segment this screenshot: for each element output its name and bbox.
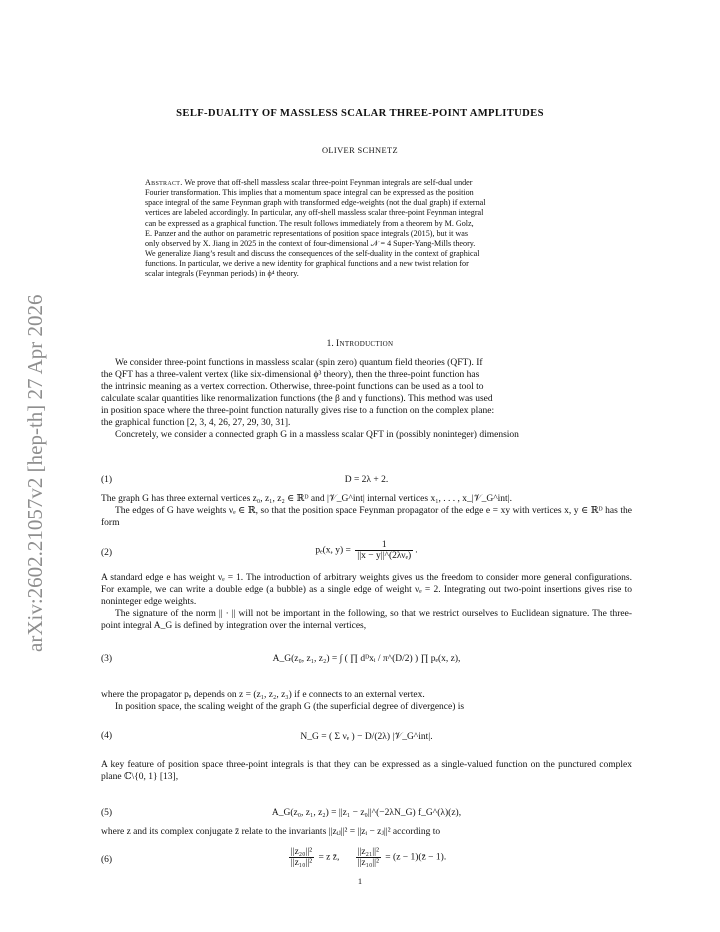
fraction: $\frac{1}{\text{||x − y||\textasciicircum{}(2λνₑ)}}$ (357, 540, 412, 561)
abstract-line: only observed by X. Jiang in 2025 in the context of four-dimensional 𝒩 = 4 Super-Yang-Mills theory. (145, 238, 476, 248)
paragraph-key-feature: A key feature of position space three-point integrals is that they can be expressed as a single-valued function on the punctured complex plane ℂ\{0, 1} [13], (101, 760, 632, 782)
page-number: 1 (357, 876, 363, 886)
equation-number: (5) (101, 808, 113, 818)
paragraph-propagator: where the propagator pₑ depends on z = (z₁, z₂, z₃) if e connects to an external vertex. In position space, the scaling weight of the graph G (the superficial degree of divergence) is (101, 690, 465, 712)
paper-author: OLIVER SCHNETZ (321, 146, 399, 155)
equation-number: (2) (101, 548, 113, 558)
equation-expression: A_G(z₀, z₁, z₂) = ||z₁ − z₀||^(−2λN_G) f_G^(λ)(z), (271, 808, 462, 818)
abstract-line: Fourier transformation. This implies that a momentum space integral can be expressed as the position (145, 188, 474, 198)
fraction: $\frac{\text{||z₂₁||²}}{\text{||z₁₀||²}}$ (357, 847, 379, 868)
equation-expression: D = 2λ + 2. (344, 475, 389, 485)
section-number: 1. (326, 339, 334, 349)
paragraph-weights: A standard edge e has weight νₑ = 1. The introduction of arbitrary weights gives us the freedom to consider more general configurations. For example, we can write a double edge (a bubble) as a single edge of weight νₑ = 2. Integrating out two-point insertions gives rise to noninteger edge weights. The signature of the norm || · || will not be important in the following, so that we restrict ourselves to Euclidean signature. The three-point integral A_G is defined by integration over the internal vertices, (101, 573, 632, 631)
equation-number: (4) (101, 731, 113, 741)
abstract-line: scalar integrals (Feynman periods) in ϕ⁴ theory. (145, 269, 299, 279)
paragraph-intro: We consider three-point functions in massless scalar (spin zero) quantum field theories (QFT). If the QFT has a three-valent vertex (like six-dimensional ϕ³ theory), then the three-point function has the intrinsic meaning as a vertex correction. Otherwise, three-point functions can be used as a tool to calculate scalar quantities like renormalization functions (the β and γ functions). This method was used in position space where the three-point function naturally gives rise to a function on the complex plane: the graphical function [2, 3, 4, 26, 27, 29, 30, 31]. (101, 358, 495, 428)
equation-number: (6) (101, 855, 113, 865)
equation-expression: N_G = ( Σ νₑ ) − D/(2λ) |𝒱_G^int|. (300, 732, 433, 742)
paragraph-invariants: where z and its complex conjugate z̄ relate to the invariants ||zᵢⱼ||² = ||zᵢ − zⱼ||² according to (101, 827, 441, 837)
arxiv-identifier-text: arXiv:2602.21057v2 [hep-th] 27 Apr 2026 (23, 294, 47, 652)
section-heading (110, 339, 610, 349)
section-title: Introduction (336, 339, 394, 349)
abstract-line: can be expressed as a graphical function. The result follows immediately from a theorem by M. Golz, (145, 218, 474, 228)
equation-expression: A_G(z₀, z₁, z₂) = ∫ ( ∏ dᴰxᵢ / π^(D/2) ) ∏ pₑ(x, z), (272, 654, 461, 664)
abstract-line: functions. In particular, we derive a new identity for graphical functions and a new twist relation for (145, 259, 469, 269)
abstract-line: space integral of the same Feynman graph with transformed edge-weights (not the dual graph) if external (145, 198, 486, 208)
abstract-line: We generalize Jiang’s result and discuss the consequences of the self-duality in the context of graphical (145, 249, 480, 259)
paper-title: SELF-DUALITY OF MASSLESS SCALAR THREE-POINT AMPLITUDES (176, 108, 544, 119)
fraction: $\frac{\text{||z₂₀||²}}{\text{||z₁₀||²}}$ (290, 847, 313, 868)
equation-number: (3) (101, 654, 113, 664)
abstract (145, 178, 590, 280)
paragraph-graph: The graph G has three external vertices z₀, z₁, z₂ ∈ ℝᴰ and |𝒱_G^int| internal vertices x₁, . . . , x_|𝒱_G^int|. The edges of G have weights νₑ ∈ ℝ, so that the position space Feynman propagator of the edge e = xy with vertices x, y ∈ ℝᴰ has the form (101, 494, 632, 528)
abstract-line: E. Panzer and the author on parametric representations of position space integrals (2015), but it was (145, 228, 468, 238)
abstract-line: vertices are labeled accordingly. In particular, any off-shell massless scalar three-point Feynman integral (145, 208, 484, 218)
abstract-line: Abstract. We prove that off-shell massless scalar three-point Feynman integrals are self-dual under (145, 178, 473, 187)
arxiv-identifier-stamp (12, 260, 54, 660)
equation-expression: pₑ(x, y) = $\frac{1}{\text{||x − y||\textasciicircum{}(2λνₑ)}}$ . (315, 540, 418, 561)
equation-number: (1) (101, 475, 113, 485)
abstract-label: Abstract. (145, 178, 183, 187)
equation-expression: $\frac{\text{||z₂₀||²}}{\text{||z₁₀||²}}$ = z z̄, $\frac{\text{||z₂₁||²}}{\text{||z₁₀||²}}$ = (z − 1)(z̄ − 1). (290, 847, 447, 868)
paragraph-dimension: Concretely, we consider a connected graph G in a massless scalar QFT in (possibly noninteger) dimension (115, 430, 519, 440)
